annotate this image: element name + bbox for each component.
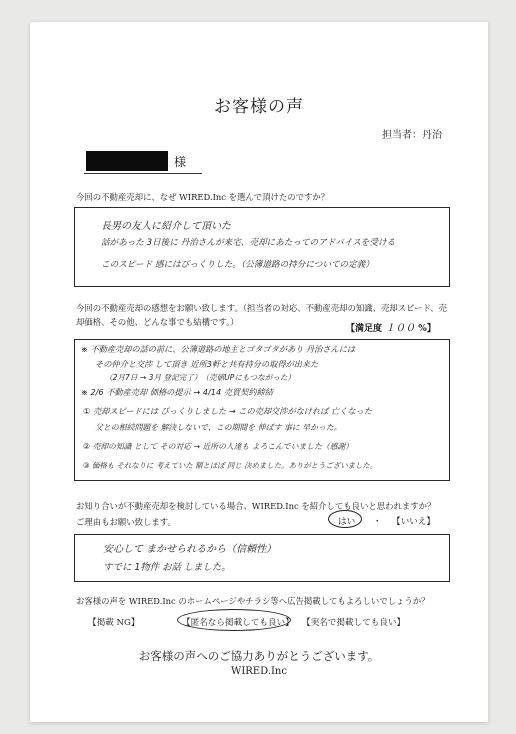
q3-answer-line-2: すでに 1物件 お話 しました。 <box>103 562 231 573</box>
satisfaction-label: 【満足度 <box>346 324 383 334</box>
question-2-prompt: 今回の不動産売却の感想をお願い致します。（担当者の対応、不動産売却の知識、売却スピード、売却価格、その他、どんな事でも結構です。） <box>76 303 447 327</box>
q2-answer-line-1: ※ 不動産売却の話の前に、公簿道路の地主とゴタゴタがあり 丹治さんには <box>81 344 356 354</box>
company-name: WIRED.Inc <box>231 666 287 677</box>
option-yes[interactable]: はい <box>338 517 356 527</box>
q2-answer-line-4: ※ 2/6 不動産売却 価格の提示 → 4/14 売買契約締結 <box>81 387 273 397</box>
q1-answer-line-1: 長男の友人に紹介して頂いた <box>101 221 231 232</box>
option-publish-real-name[interactable]: 【実名で掲載しても良い】 <box>302 618 406 628</box>
satisfaction-unit: %】 <box>418 324 436 334</box>
satisfaction-rating <box>346 319 436 334</box>
name-underline <box>84 173 202 174</box>
survey-sheet <box>30 22 488 722</box>
staff-label: 担当者：丹治 <box>382 130 442 141</box>
thanks-message: お客様の声へのご協力ありがとうございます。 <box>138 649 380 663</box>
question-1-answer-box <box>74 207 450 287</box>
option-no[interactable]: 【いいえ】 <box>392 517 435 527</box>
question-2-answer-box <box>74 339 450 481</box>
option-publish-ng[interactable]: 【掲載 NG】 <box>88 618 140 628</box>
redacted-customer-name <box>86 151 168 171</box>
question-3-reason-prompt: ご理由もお願い致します。 <box>76 517 176 527</box>
question-3-prompt: お知り合いが不動産売却を検討している場合、WIRED.Inc を紹介しても良いと思われますか？ <box>76 501 436 511</box>
question-1-prompt: 今回の不動産売却に、なぜ WIRED.Inc を選んで頂けたのですか？ <box>76 192 330 202</box>
option-publish-anonymous[interactable]: 【匿名なら掲載しても良い】 <box>182 618 294 628</box>
question-4-prompt: お客様の声を WIRED.Inc のホームページやチラシ等へ広告掲載してもよろしいでしょうか？ <box>76 596 430 606</box>
page-title: お客様の声 <box>214 97 304 117</box>
q2-answer-line-6: 父との相続問題を 解決しないで、この期間を 伸ばす 事に 早かった。 <box>95 423 342 432</box>
q3-answer-line-1: 安心して まかせられるから（信頼性） <box>103 544 277 555</box>
q2-answer-line-7: ② 売却の知識 として その対応 → 近所の人達も よろこんでいました（感謝） <box>83 442 354 451</box>
option-separator: ・ <box>373 517 382 527</box>
q2-answer-line-3: （2月7日 → 3月 登記完了） （売値UPにもつながった） <box>105 373 296 382</box>
customer-honorific: 様 <box>174 155 187 169</box>
satisfaction-value: １００ <box>385 323 416 334</box>
question-3-answer-box <box>74 534 450 582</box>
q2-answer-line-2: その仲介と交渉 して頂き 近所3軒と共有持分の取得が出来た <box>95 359 319 369</box>
q1-answer-line-3: このスピード 感にはびっくりした。（公簿道路の持分についての定義） <box>101 260 374 270</box>
q1-answer-line-2: 話があった 3日後に 丹治さんが来宅、売却にあたってのアドバイスを受ける <box>101 238 396 248</box>
q2-answer-line-5: ① 売却スピードには びっくりしました → この売却交渉がなければ 亡くなった <box>83 406 372 416</box>
q2-answer-line-8: ③ 価格も それなりに 考えていた 額とほぼ 同じ 決めました。ありがとうございました。 <box>83 461 378 470</box>
